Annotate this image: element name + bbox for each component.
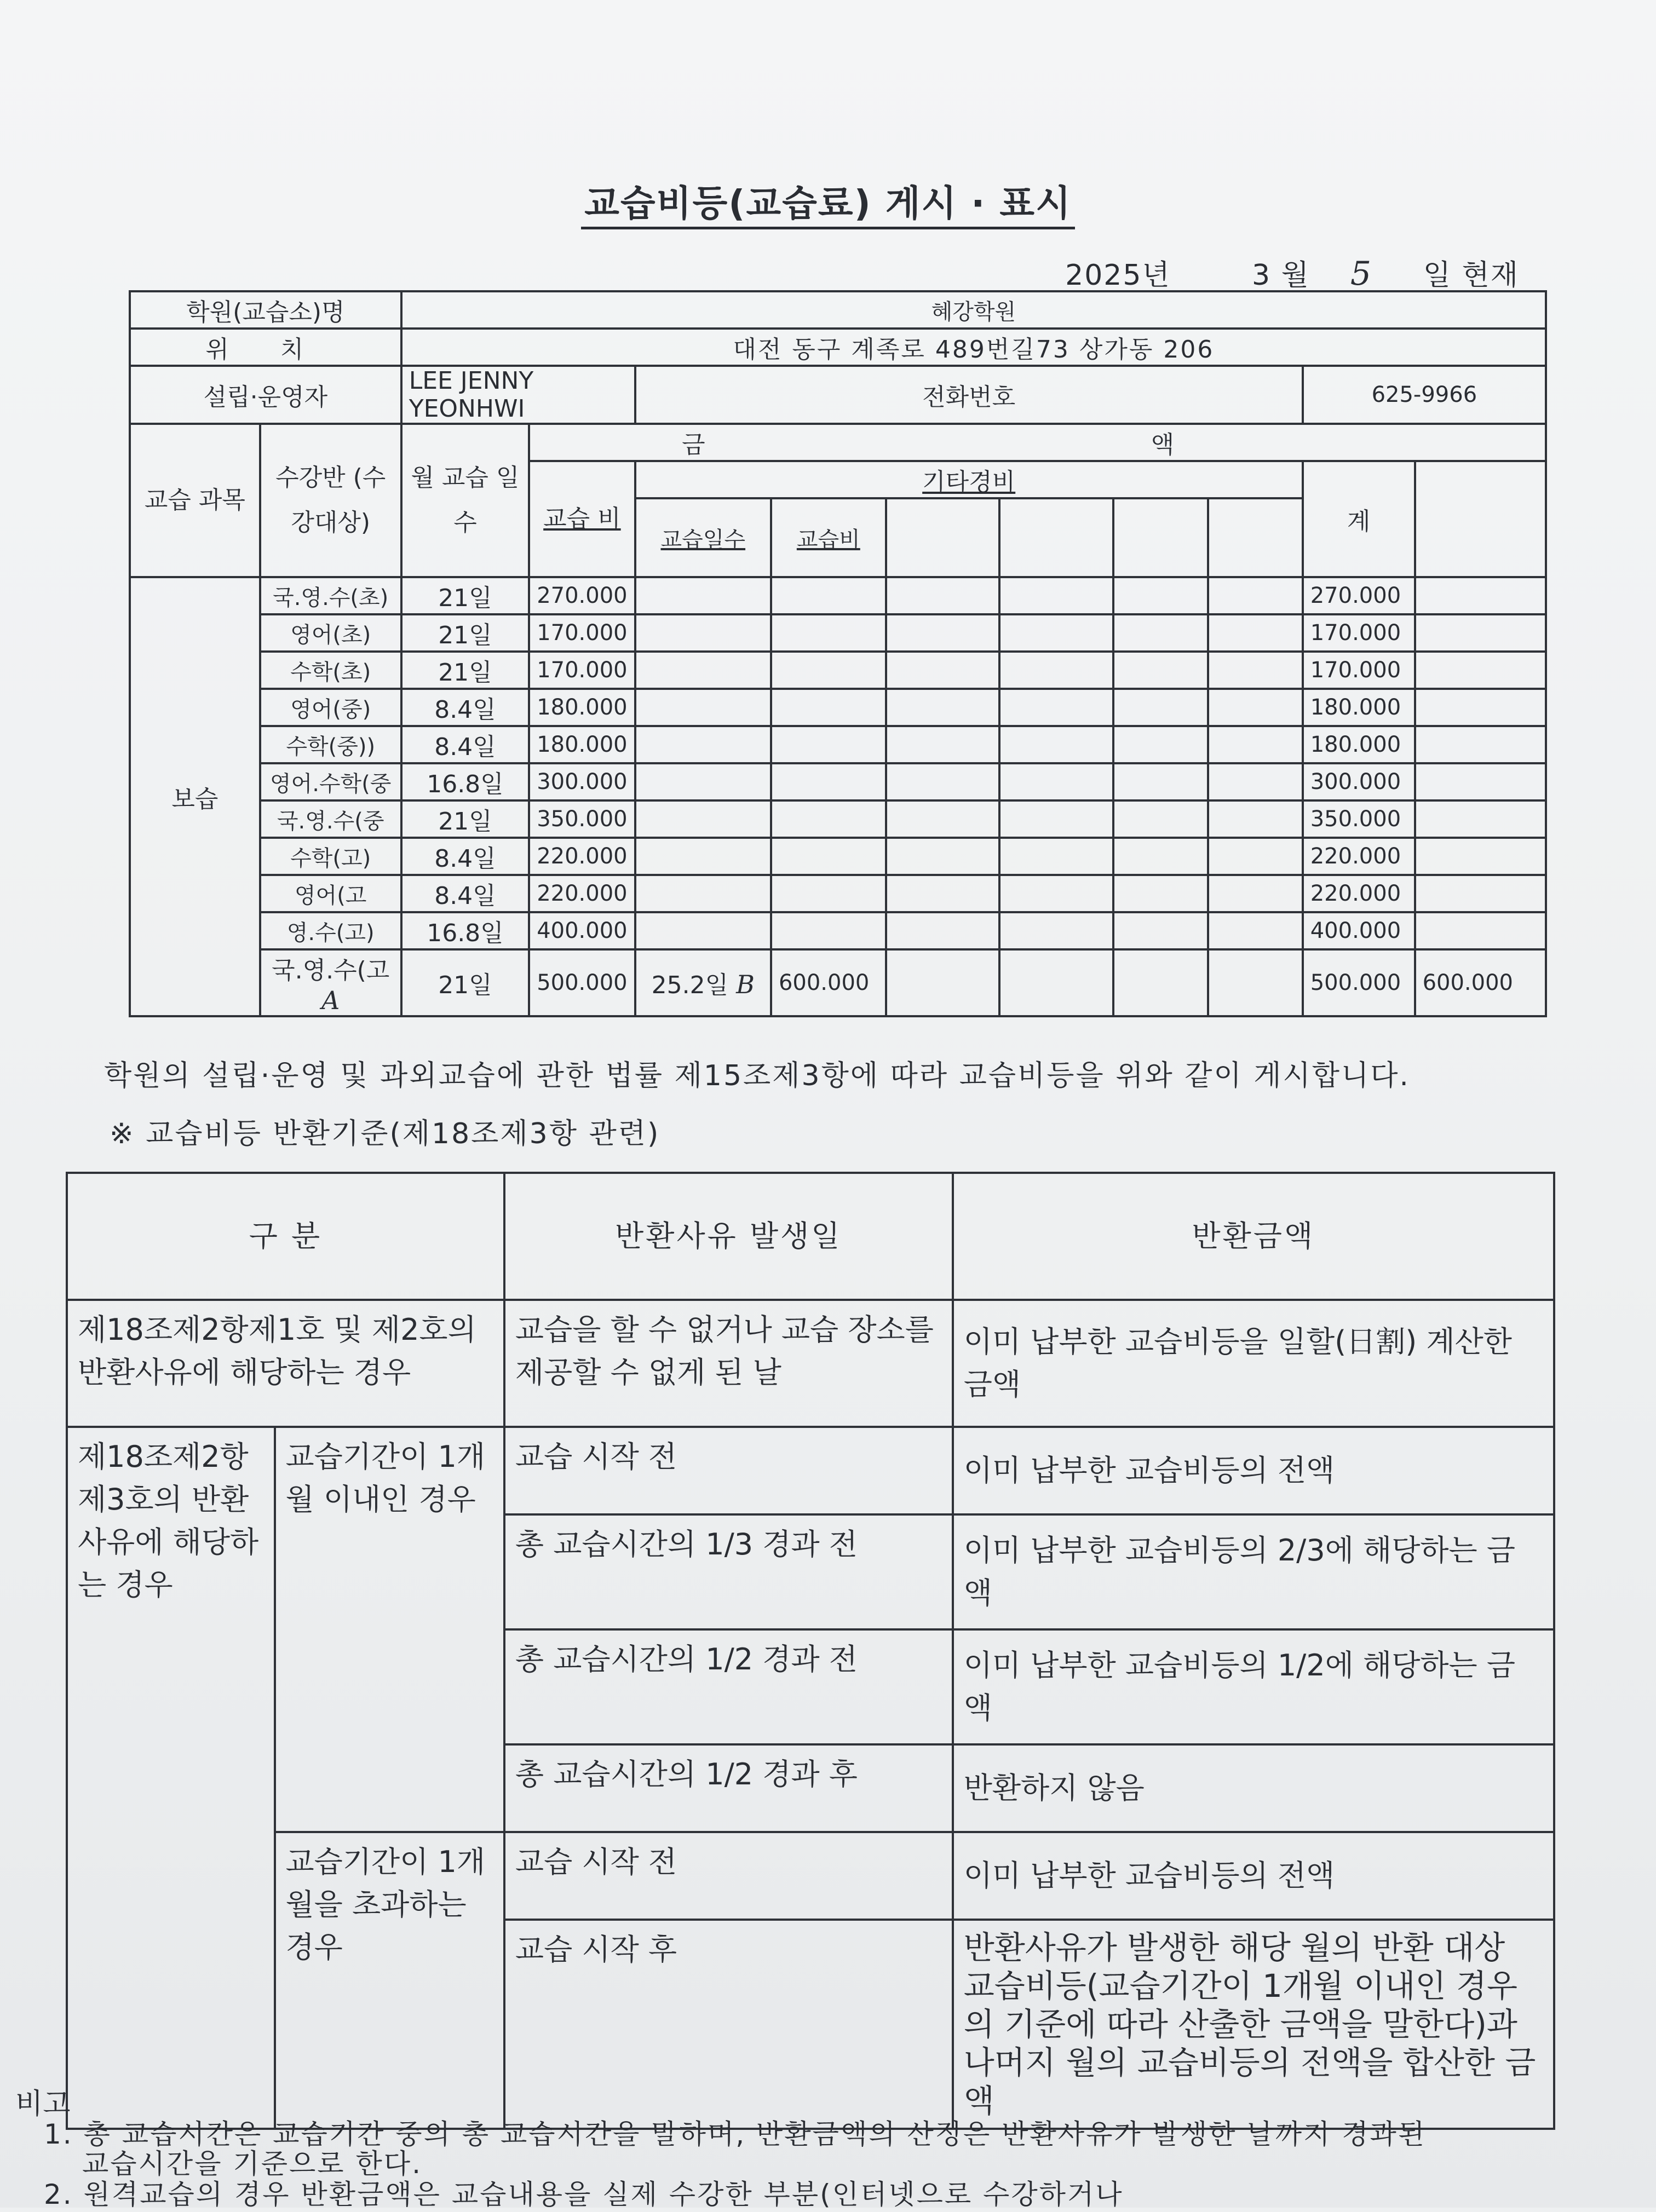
row-total: 180.000: [1303, 726, 1415, 763]
case1-date: 교습을 할 수 없거나 교습 장소를 제공할 수 없게 된 날: [504, 1300, 953, 1427]
case2-category: 제18조제2항제3호의 반환사유에 해당하는 경우: [67, 1427, 275, 2129]
fee-row: [130, 763, 1546, 800]
row-total: 170.000: [1303, 652, 1415, 689]
row-other-days: [635, 800, 771, 838]
header-other-days: 교습일수: [635, 498, 771, 577]
academy-label: 학원(교습소)명: [130, 291, 401, 329]
row-class: 영어(초): [260, 614, 401, 652]
row-total: 350.000: [1303, 800, 1415, 838]
row-blank: [1208, 912, 1303, 949]
header-extra: [1415, 461, 1546, 577]
row-blank: [1113, 577, 1208, 614]
date-month-label: 월: [1281, 259, 1310, 292]
location-label: 위 치: [130, 329, 401, 366]
row-days: 21일: [401, 614, 530, 652]
row-other-days: [635, 652, 771, 689]
date-month: 3: [1251, 259, 1272, 292]
info-row-operator: [130, 366, 1546, 424]
remarks-title: 비고: [15, 2088, 71, 2121]
row-other-days: [635, 614, 771, 652]
refund-table: [66, 1172, 1555, 2130]
phone-label: 전화번호: [635, 366, 1303, 424]
row-blank: [1208, 726, 1303, 763]
row-days: 8.4일: [401, 838, 530, 875]
fee-row: [130, 912, 1546, 949]
within-date-1: 교습 시작 전: [504, 1427, 953, 1514]
row-blank: [886, 912, 1000, 949]
row-blank: [1113, 726, 1208, 763]
over-amount-1: 이미 납부한 교습비등의 전액: [953, 1832, 1554, 1920]
row-extra: [1415, 763, 1546, 800]
row-other-days: [635, 577, 771, 614]
row-extra: 600.000: [1415, 949, 1546, 1016]
row-days: 8.4일: [401, 875, 530, 912]
row-fee: 270.000: [529, 577, 635, 614]
row-other-fee: [771, 875, 886, 912]
fee-row: [130, 838, 1546, 875]
row-blank: [1208, 875, 1303, 912]
fee-row-last: [130, 949, 1546, 1016]
row-total: 300.000: [1303, 763, 1415, 800]
over-date-2: 교습 시작 후: [504, 1920, 953, 2129]
row-class: 영어(중): [260, 689, 401, 726]
fee-row: [130, 875, 1546, 912]
row-extra: [1415, 726, 1546, 763]
within-amount-4: 반환하지 않음: [953, 1744, 1554, 1832]
row-extra: [1415, 800, 1546, 838]
case1-category: 제18조제2항제1호 및 제2호의 반환사유에 해당하는 경우: [67, 1300, 504, 1427]
row-other-days: [635, 726, 771, 763]
header-tuition: 교습 비: [529, 461, 635, 577]
header-other-fee: 교습비: [771, 498, 886, 577]
row-class: 수학(중)): [260, 726, 401, 763]
row-days: 21일: [401, 652, 530, 689]
fee-row: [130, 614, 1546, 652]
row-blank: [886, 763, 1000, 800]
row-fee: 180.000: [529, 726, 635, 763]
row-blank: [886, 726, 1000, 763]
phone-value: 625-9966: [1303, 366, 1546, 424]
row-blank: [1208, 577, 1303, 614]
row-blank: [999, 875, 1113, 912]
fee-row: [130, 800, 1546, 838]
refund-over-row-1: [67, 1832, 1554, 1920]
refund-within-row-1: [67, 1427, 1554, 1514]
row-extra: [1415, 875, 1546, 912]
row-blank: [999, 763, 1113, 800]
row-days: 16.8일: [401, 763, 530, 800]
over-label: 교습기간이 1개월을 초과하는 경우: [275, 1832, 504, 2129]
row-blank: [1208, 800, 1303, 838]
header-blank-4: [1208, 498, 1303, 577]
row-other-fee: [771, 763, 886, 800]
fee-subject: 보습: [130, 577, 260, 1016]
row-blank: [999, 652, 1113, 689]
row-fee: 500.000: [529, 949, 635, 1016]
row-class: 수학(고): [260, 838, 401, 875]
row-other-days: [635, 838, 771, 875]
refund-title: ※ 교습비등 반환기준(제18조제3항 관련): [110, 1117, 660, 1150]
info-row-location: [130, 329, 1546, 366]
hand-mark-b: B: [736, 970, 755, 999]
within-date-2: 총 교습시간의 1/3 경과 전: [504, 1514, 953, 1629]
fee-row: [130, 726, 1546, 763]
over-amount-2: 반환사유가 발생한 해당 월의 반환 대상 교습비등(교습기간이 1개월 이내인 경우의 기준에 따라 산출한 금액을 말한다)과 나머지 월의 교습비등의 전액을 합산한 금액: [953, 1920, 1554, 2129]
row-other-days: [635, 912, 771, 949]
over-date-1: 교습 시작 전: [504, 1832, 953, 1920]
row-blank: [1113, 838, 1208, 875]
row-extra: [1415, 577, 1546, 614]
fee-row: [130, 652, 1546, 689]
row-blank: [1113, 614, 1208, 652]
row-total: 170.000: [1303, 614, 1415, 652]
row-other-days: [635, 763, 771, 800]
row-total: 180.000: [1303, 689, 1415, 726]
row-fee: 220.000: [529, 875, 635, 912]
row-extra: [1415, 912, 1546, 949]
academy-value: 혜강학원: [401, 291, 1546, 329]
row-other-fee: [771, 726, 886, 763]
fee-row: [130, 577, 1546, 614]
within-label: 교습기간이 1개월 이내인 경우: [275, 1427, 504, 1832]
row-blank: [886, 577, 1000, 614]
row-class: 영어(고: [260, 875, 401, 912]
row-days: 16.8일: [401, 912, 530, 949]
remark-line-1: 1. 총 교습시간은 교습기간 중의 총 교습시간을 말하며, 반환금액의 산정은 반환사유가 발생한 날까지 경과된: [44, 2118, 1427, 2150]
date-day-label: 일: [1423, 259, 1452, 292]
location-value: 대전 동구 계족로 489번길73 상가동 206: [401, 329, 1546, 366]
operator-label: 설립·운영자: [130, 366, 401, 424]
row-total: 270.000: [1303, 577, 1415, 614]
row-blank: [999, 912, 1113, 949]
row-blank: [999, 838, 1113, 875]
row-blank: [1208, 689, 1303, 726]
row-other-fee: 600.000: [771, 949, 886, 1016]
row-blank: [999, 726, 1113, 763]
row-extra: [1415, 838, 1546, 875]
row-extra: [1415, 652, 1546, 689]
row-other-fee: [771, 800, 886, 838]
row-total: 220.000: [1303, 838, 1415, 875]
within-date-4: 총 교습시간의 1/2 경과 후: [504, 1744, 953, 1832]
row-fee: 400.000: [529, 912, 635, 949]
remark-line-2: 2. 원격교습의 경우 반환금액은 교습내용을 실제 수강한 부분(인터넷으로 수강하거나: [44, 2179, 1124, 2210]
row-other-days: [635, 689, 771, 726]
row-fee: 220.000: [529, 838, 635, 875]
row-other-fee: [771, 912, 886, 949]
row-other-fee: [771, 652, 886, 689]
row-other-fee: [771, 838, 886, 875]
within-amount-1: 이미 납부한 교습비등의 전액: [953, 1427, 1554, 1514]
header-blank-3: [1113, 498, 1208, 577]
row-days: 21일: [401, 577, 530, 614]
info-row-academy: [130, 291, 1546, 329]
row-other-days: [635, 875, 771, 912]
row-fee: 180.000: [529, 689, 635, 726]
fee-header-row-1: [130, 424, 1546, 461]
date-line: [1065, 252, 1519, 293]
within-amount-2: 이미 납부한 교습비등의 2/3에 해당하는 금액: [953, 1514, 1554, 1629]
row-class: 영어.수학(중: [260, 763, 401, 800]
document-title: 교습비등(교습료) 게시 · 표시: [0, 174, 1656, 226]
row-blank: [1113, 652, 1208, 689]
remark-line-1b: 교습시간을 기준으로 한다.: [82, 2148, 422, 2180]
row-fee: 170.000: [529, 652, 635, 689]
row-fee: 300.000: [529, 763, 635, 800]
row-other-fee: [771, 614, 886, 652]
row-blank: [999, 614, 1113, 652]
row-class: 국.영.수(중: [260, 800, 401, 838]
row-blank: [1208, 614, 1303, 652]
within-date-3: 총 교습시간의 1/2 경과 전: [504, 1629, 953, 1744]
row-total: 400.000: [1303, 912, 1415, 949]
row-blank: [1113, 763, 1208, 800]
row-blank: [1208, 763, 1303, 800]
row-blank: [999, 577, 1113, 614]
refund-header-date: 반환사유 발생일: [504, 1173, 953, 1300]
header-other: 기타경비: [635, 461, 1303, 498]
fee-row: [130, 689, 1546, 726]
fee-rows: [130, 577, 1546, 1016]
within-amount-3: 이미 납부한 교습비등의 1/2에 해당하는 금액: [953, 1629, 1554, 1744]
header-subject: 교습 과목: [130, 424, 260, 577]
row-total: 220.000: [1303, 875, 1415, 912]
row-extra: [1415, 614, 1546, 652]
fee-table: [129, 290, 1547, 1017]
row-blank: [1113, 800, 1208, 838]
row-blank: [1113, 912, 1208, 949]
refund-header-amount: 반환금액: [953, 1173, 1554, 1300]
row-days: 21일: [401, 949, 530, 1016]
row-blank: [1208, 652, 1303, 689]
row-blank: [886, 614, 1000, 652]
hand-mark-a: A: [321, 986, 340, 1015]
row-fee: 170.000: [529, 614, 635, 652]
row-other-fee: [771, 689, 886, 726]
row-extra: [1415, 689, 1546, 726]
case1-amount: 이미 납부한 교습비등을 일할(日割) 계산한 금액: [953, 1300, 1554, 1427]
row-blank: [886, 838, 1000, 875]
date-year: 2025년: [1065, 259, 1171, 292]
notice-text: 학원의 설립·운영 및 과외교습에 관한 법률 제15조제3항에 따라 교습비등을 위와 같이 게시합니다.: [104, 1059, 1410, 1092]
row-blank: [886, 689, 1000, 726]
row-total: 500.000: [1303, 949, 1415, 1016]
row-blank: [1113, 875, 1208, 912]
row-blank: [886, 875, 1000, 912]
row-blank: [1208, 838, 1303, 875]
operator-value: LEE JENNY YEONHWI: [401, 366, 635, 424]
refund-header-category: 구 분: [67, 1173, 504, 1300]
row-fee: 350.000: [529, 800, 635, 838]
row-other-days: 25.2일 B: [635, 949, 771, 1016]
header-total: 계: [1303, 461, 1415, 577]
refund-header-row: [67, 1173, 1554, 1300]
row-days: 8.4일: [401, 689, 530, 726]
row-class: 영.수(고): [260, 912, 401, 949]
row-class: 국.영.수(고A: [260, 949, 401, 1016]
row-class: 수학(초): [260, 652, 401, 689]
row-blank: [886, 800, 1000, 838]
row-other-fee: [771, 577, 886, 614]
date-suffix: 현재: [1462, 259, 1519, 292]
date-day: 5: [1350, 255, 1373, 293]
row-class: 국.영.수(초): [260, 577, 401, 614]
header-blank-1: [886, 498, 1000, 577]
row-blank: [999, 800, 1113, 838]
row-blank: [1113, 689, 1208, 726]
row-days: 21일: [401, 800, 530, 838]
header-amount: 금 액: [529, 424, 1546, 461]
header-blank-2: [999, 498, 1113, 577]
refund-case1-row: [67, 1300, 1554, 1427]
row-days: 8.4일: [401, 726, 530, 763]
header-class: 수강반 (수강대상): [260, 424, 401, 577]
row-blank: [999, 689, 1113, 726]
header-days: 월 교습 일수: [401, 424, 530, 577]
row-blank: [886, 652, 1000, 689]
